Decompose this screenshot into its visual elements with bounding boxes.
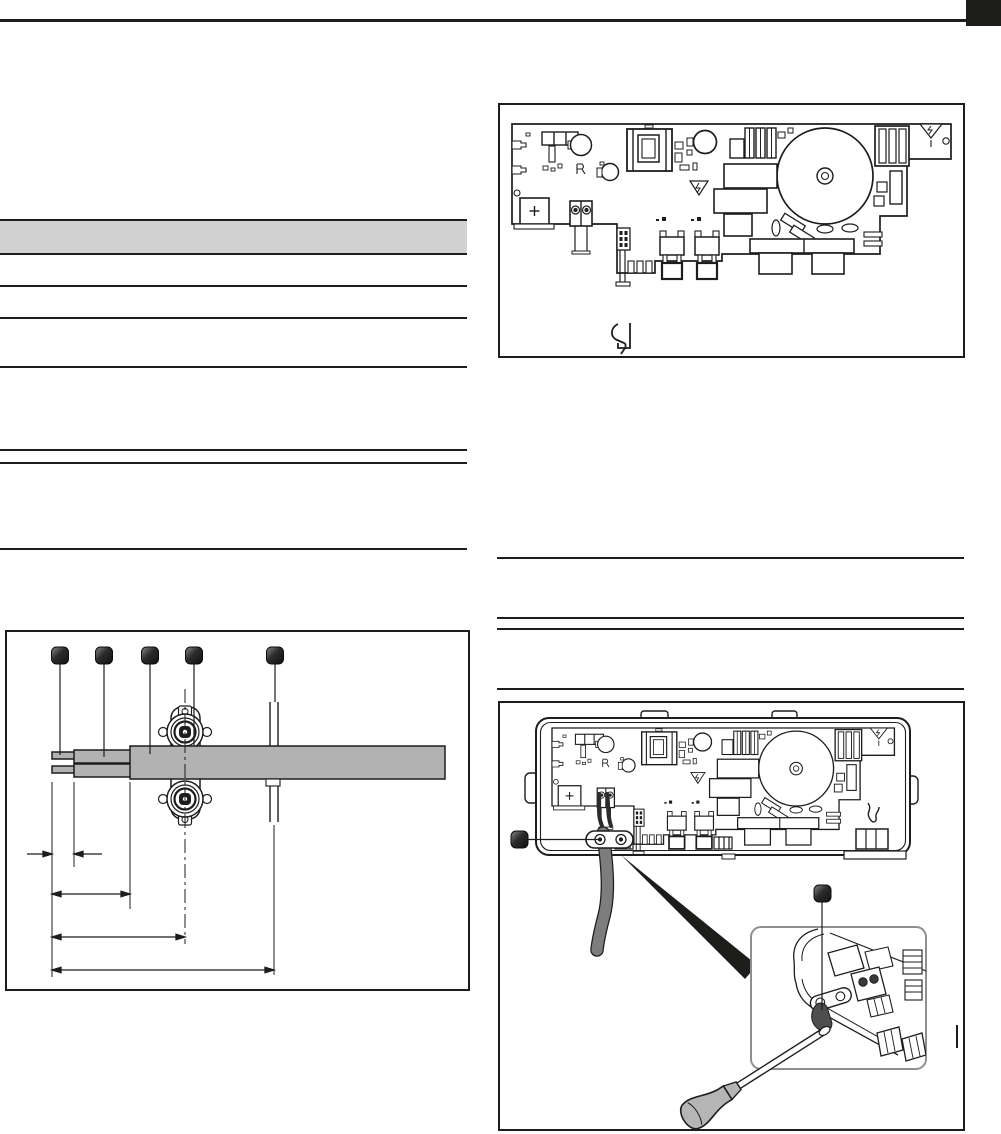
section-rule <box>497 688 964 690</box>
table-row <box>0 320 467 364</box>
cable <box>52 746 445 779</box>
cable-jacket <box>130 746 445 779</box>
table-row <box>0 464 467 546</box>
table-header-row <box>0 221 467 254</box>
wire-clip <box>611 323 629 354</box>
connector-3d <box>877 1027 903 1056</box>
dimension-line <box>52 891 130 897</box>
section-rule <box>497 557 964 559</box>
figure-board-bottom <box>498 701 965 1131</box>
dimension-lines <box>27 851 274 973</box>
callout-marker <box>267 647 284 664</box>
table-row <box>0 369 467 447</box>
callout-marker <box>186 647 203 664</box>
pointer-wedge <box>621 855 757 979</box>
dimension-line <box>52 967 274 973</box>
callout-marker <box>96 647 113 664</box>
section-rule <box>497 628 964 630</box>
cable-wires <box>74 750 131 763</box>
extension-lines <box>52 782 274 977</box>
cable-wires <box>74 764 131 777</box>
callout-marker <box>511 831 528 848</box>
dimension-line <box>52 934 185 940</box>
page-corner-tab <box>966 0 1001 26</box>
table-row <box>0 288 467 316</box>
table-rule <box>0 253 467 255</box>
table-rule <box>0 285 467 287</box>
terminal-3d <box>851 967 886 1001</box>
callout-marker <box>52 647 69 664</box>
dimension-line <box>27 851 102 857</box>
table-rule <box>0 317 467 319</box>
figure-cable-prep <box>5 630 470 991</box>
callout-marker <box>814 885 831 902</box>
table-row <box>0 452 467 460</box>
ribbed-part <box>905 980 922 1000</box>
callout-markers <box>52 647 284 664</box>
header-rule <box>0 19 1001 22</box>
table-rule <box>0 449 467 451</box>
wire-tip <box>52 752 75 759</box>
section-rule <box>497 617 964 619</box>
table-rule <box>0 366 467 368</box>
figure-board-top <box>498 103 965 358</box>
callout-marker <box>142 647 159 664</box>
table-rule <box>0 548 467 550</box>
table-row <box>0 256 467 284</box>
wire-tip <box>52 766 75 773</box>
callout-leaders <box>60 664 275 757</box>
